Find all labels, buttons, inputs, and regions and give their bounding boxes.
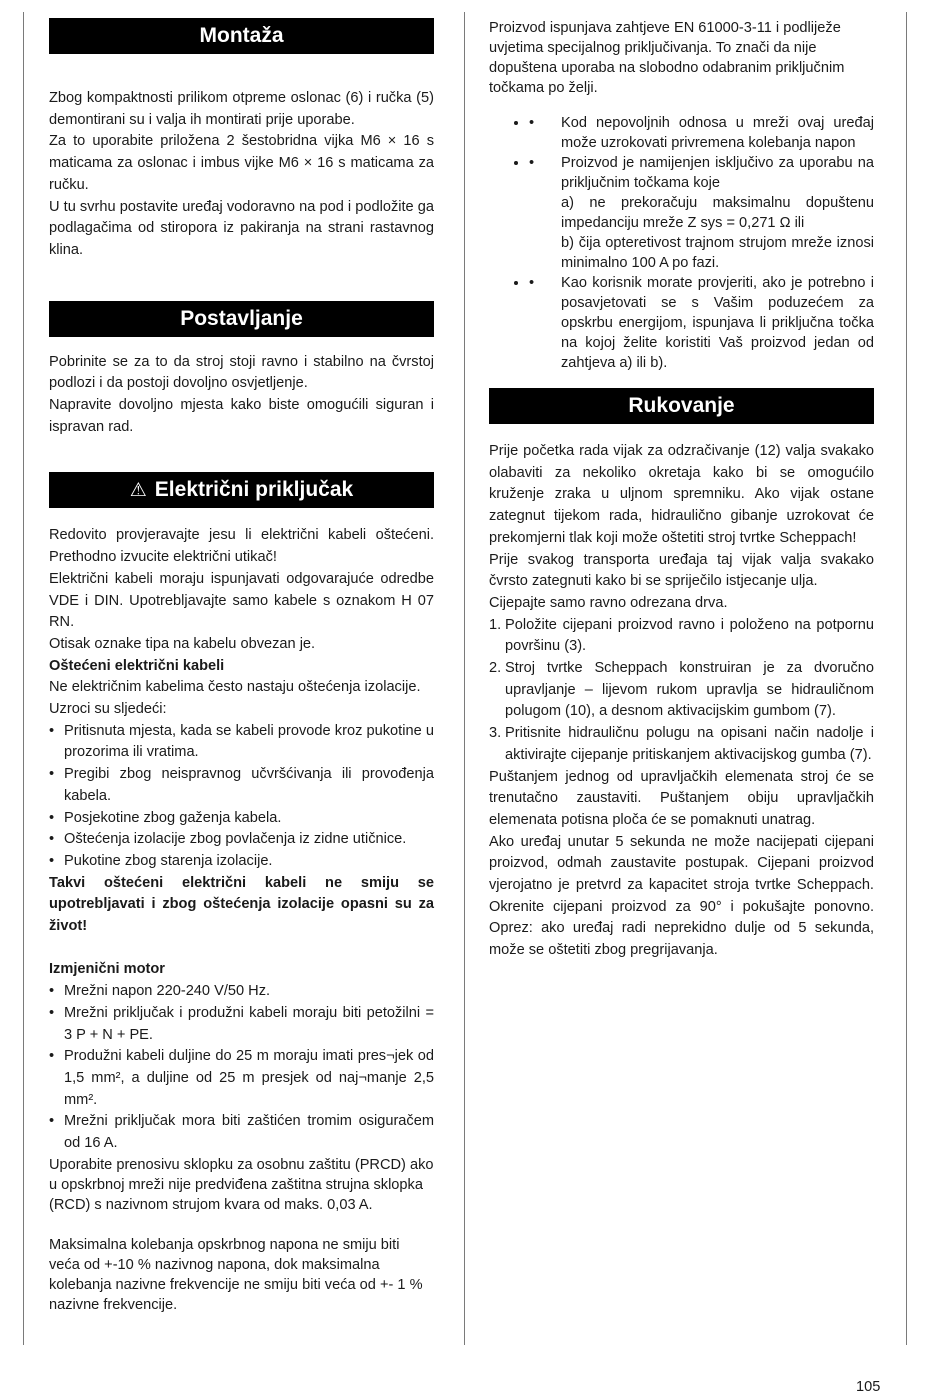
elektricni-p4: Ne električnim kabelima često nastaju oštećenja izolacije. [49,679,421,696]
list-item-text: Stroj tvrtke Scheppach konstruiran je za dvoručno upravljanje – lijevom rukom upravlja se hidrauličnom polugom (10), a desnom aktivacijskim gumbom (7). [505,660,874,720]
list-item [49,764,434,807]
elektricni-p5: Uzroci su sljedeći: [49,701,167,718]
list-item [489,658,874,723]
postavljanje-p1: Pobrinite se za to da stroj stoji ravno i stabilno na čvrstoj podlozi i da postoji dovoljno osvjetljenje. [49,353,434,392]
motor-title: Izmjenični motor [49,961,165,978]
left-column [49,18,434,1315]
step-number: 3. [489,725,502,742]
bullet-mark: • [49,983,55,1000]
list-item-text: Pritisnuta mjesta, kada se kabeli provode kroz pukotine u prozorima ili vratima. [64,722,434,761]
step-number: 1. [489,616,502,633]
list-item-text: Oštećenja izolacije zbog povlačenja iz zidne utičnice. [64,831,407,848]
step-number: 2. [489,660,502,677]
list-item [49,1003,434,1046]
list-item-text: Posjekotine zbog gaženja kabela. [64,809,282,826]
list-item-text: Kod nepovoljnih odnosa u mreži ovaj uređaj može uzrokovati privremena kolebanja napon [561,114,874,151]
elektricni-p7: Maksimalna kolebanja opskrbnog napona ne smiju biti veća od +-10 % nazivnog napona, dok maksimalna kolebanja nazivne frekvencije ne smiju biti veća od +- 1 % nazivne frekvencije. [49,1236,423,1313]
list-item-text: Produžni kabeli duljine do 25 m moraju imati pres¬jek od 1,5 mm², a duljine od 25 m presjek od naj¬manje 2,5 mm². [64,1048,434,1108]
right-column [489,18,874,387]
list-item [49,721,434,764]
right-column-rule [906,12,907,1345]
bullet-mark: • • [529,274,535,291]
list-item-text: Mrežni priključak i produžni kabeli moraju biti petožilni = 3 P + N + PE. [64,1004,434,1043]
list-item [49,1046,434,1111]
elektricni-p6: Uporabite prenosivu sklopku za osobnu zaštitu (PRCD) ako u opskrbnoj mreži nije predviđena zaštitna strujna sklopka (RCD) s nazivnom strujom kvara od maks. 0,03 A. [49,1156,434,1213]
bullet-mark: • [49,809,55,826]
list-item [49,1111,434,1154]
motor-list [49,981,434,1155]
bullet-mark: • • [529,114,535,131]
list-item [49,981,434,1003]
bullet-mark: • [49,831,55,848]
rukovanje-heading: Rukovanje [489,388,874,424]
bullet-mark: • • [529,154,535,171]
list-item [489,615,874,658]
list-item-text: Pregibi zbog neispravnog učvršćivanja ili provođenja kabela. [64,766,434,804]
postavljanje-p2: Napravite dovoljno mjesta kako biste omogućili siguran i ispravan rad. [49,397,434,435]
left-column-rule [23,12,24,1345]
montaza-p3: U tu svrhu postavite uređaj vodoravno na pod i podložite ga podlagačima od stiropora iz pakiranja na strani rastavnog klina. [49,198,434,258]
list-item-text: Položite cijepani proizvod ravno i položeno na potpornu površinu (3). [505,616,874,655]
page-number: 105 [856,1379,881,1395]
rukovanje-p1: Prije početka rada vijak za odzračivanje (12) valja svakako olabaviti za nekoliko okretaja kako bi se omogućilo kruženje zraka u uljnom spremniku. Ako vijak ostane zategnut tijekom rada, hidraulično gibanje uzrokovat će prekomjerni tlak koji može oštetiti stroj tvrtke Scheppach! [489,443,874,546]
montaza-p1: Zbog kompaktnosti prilikom otpreme oslonac (6) i ručka (5) demontirani su i valja ih montirati prije uporabe. [49,90,434,128]
list-item-text: Mrežni napon 220-240 V/50 Hz. [64,983,271,1000]
elektricni-heading [49,472,434,508]
list-item [529,153,874,273]
list-item-text: Mrežni priključak mora biti zaštićen tromim osiguračem od 16 A. [64,1113,434,1152]
list-item [49,829,434,851]
elektricni-p1: Redovito provjeravajte jesu li električni kabeli oštećeni. Prethodno izvucite električni utikač! [49,527,434,566]
rukovanje-section [489,388,874,962]
elektricni-heading-text: Električni priključak [154,478,354,502]
causes-list [49,721,434,873]
grid-conditions-list [489,113,874,373]
bullet-mark: • [49,852,55,869]
list-item-text: Pukotine zbog starenja izolacije. [64,852,273,869]
condition-a: a) ne prekoračuju maksimalnu dopuštenu impedanciju mreže Z sys = 0,271 Ω ili [561,194,874,231]
list-item [529,113,874,153]
steps-list [489,615,874,767]
rukovanje-p3: Cijepajte samo ravno odrezana drva. [489,594,728,611]
list-item-text: Pritisnite hidrauličnu polugu na opisani način nadolje i aktivirajte cijepanje pritiskanjem aktivacijskog gumba (7). [505,725,874,763]
bullet-mark: • [49,722,55,739]
condition-b: b) čija opteretivost trajnom strujom mreže iznosi minimalno 100 A po fazi. [561,234,874,271]
damaged-cables-warning: Takvi oštećeni električni kabeli ne smiju se upotrebljavati i zbog oštećenja izolacije opasni su za život! [49,874,434,935]
center-column-rule [464,12,465,1345]
warning-triangle-icon: ⚠ [129,480,147,502]
rukovanje-p2: Prije svakog transporta uređaja taj vijak valja svakako čvrsto zategnuti kako bi se spriječilo istjecanje ulja. [489,551,874,590]
elektricni-p3: Otisak oznake tipa na kabelu obvezan je. [49,635,316,652]
bullet-mark: • [49,1113,55,1130]
postavljanje-heading: Postavljanje [49,301,434,337]
montaza-p2: Za to uporabite priložena 2 šestobridna vijka M6 × 16 s maticama za oslonac i imbus vijke M6 × 16 s maticama za ručku. [49,133,434,193]
list-item [489,723,874,766]
list-item [49,808,434,830]
intro-paragraph: Proizvod ispunjava zahtjeve EN 61000-3-11 i podliježe uvjetima specijalnog priključivanja. To znači da nije dopuštena uporaba na slobodno odabranim priključnim točkama po želji. [489,20,845,96]
rukovanje-p4: Puštanjem jednog od upravljačkih elemenata stroj će se trenutačno zaustaviti. Puštanjem obiju upravljačkih elemenata potisna ploča će se pomaknuti unatrag. [489,768,874,828]
list-item [529,273,874,373]
list-item-text: Proizvod je namijenjen isključivo za uporabu na priključnim točkama koje [561,154,874,191]
montaza-heading: Montaža [49,18,434,54]
elektricni-p2: Električni kabeli moraju ispunjavati odgovarajuće odredbe VDE i DIN. Upotrebljavajte samo kabele s oznakom H 07 RN. [49,570,434,631]
bullet-mark: • [49,1004,55,1021]
damaged-cables-title: Oštećeni električni kabeli [49,657,225,674]
bullet-mark: • [49,1048,55,1065]
list-item [49,851,434,873]
list-item-text: Kao korisnik morate provjeriti, ako je potrebno i posavjetovati se s Vašim poduzećem za opskrbu energijom, ispunjava li priključna točka na kojoj želite koristiti Vaš proizvod jedan od zahtjeva a) ili b). [561,274,874,371]
bullet-mark: • [49,766,55,783]
rukovanje-p5: Ako uređaj unutar 5 sekunda ne može nacijepati cijepani proizvod, odmah zaustavite postupak. Cijepani proizvod vjerojatno je pretvrd za kapacitet stroja tvrtke Scheppach. Okrenite cijepani proizvod za 90° i pokušajte ponovno. Oprez: ako uređaj radi neprekidno dulje od 5 sekunda, može se oštetiti zbog pregrijavanja. [489,833,874,959]
